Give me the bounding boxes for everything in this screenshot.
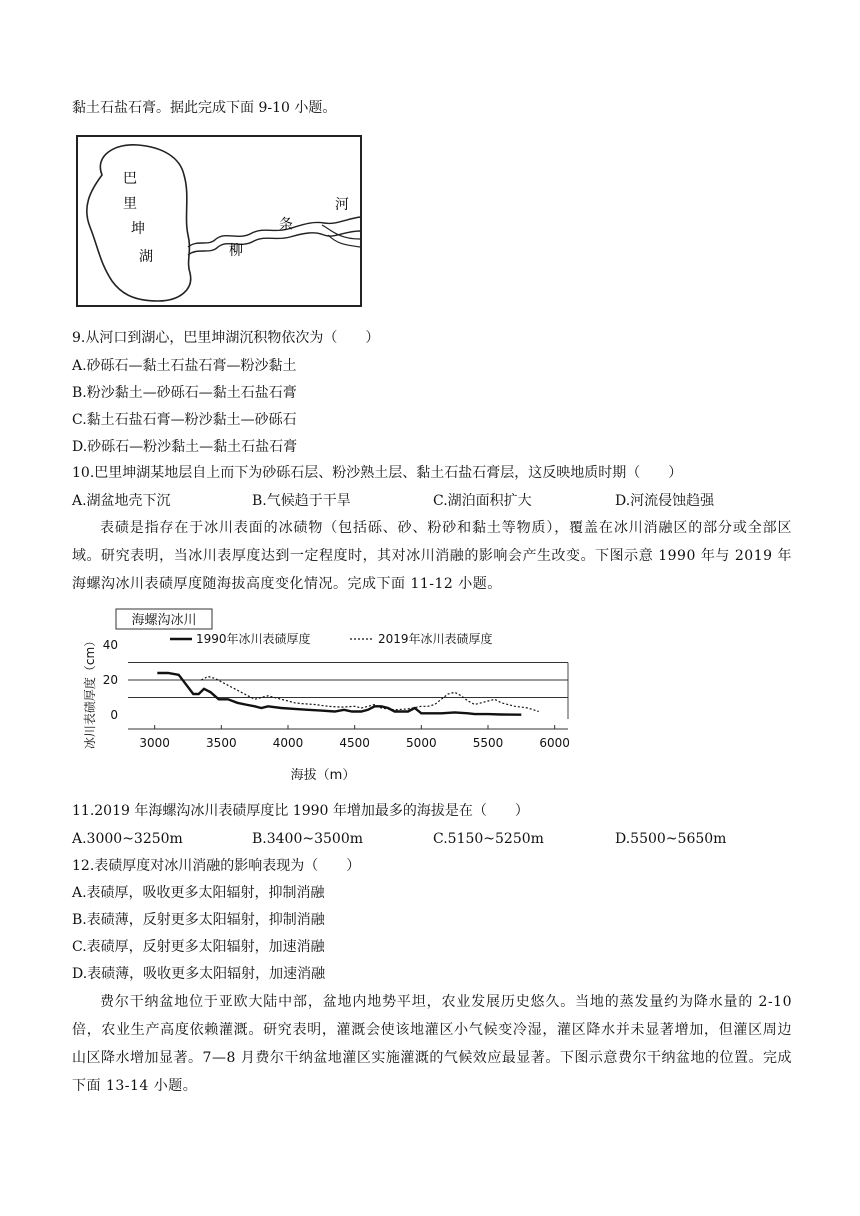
q11-option-b[interactable]: B.3400~3500m <box>252 831 364 847</box>
chart-xlabel: 海拔（m） <box>290 768 356 783</box>
q12-option-d[interactable]: D.表碛薄，吸收更多太阳辐射，加速消融 <box>72 966 326 982</box>
q11-option-a[interactable]: A.3000~3250m <box>72 831 183 847</box>
chart-xtick-label-6: 6000 <box>539 736 570 750</box>
q11-option-d[interactable]: D.5500~5650m <box>615 831 727 847</box>
lake-char-2: 里 <box>123 196 137 212</box>
chart-title: 海螺沟冰川 <box>131 613 197 628</box>
q10-option-d[interactable]: D.河流侵蚀趋强 <box>615 493 715 509</box>
q10-option-b[interactable]: B.气候趋于干旱 <box>252 493 351 509</box>
passage-moraine: 表碛是指存在于冰川表面的冰碛物（包括砾、砂、粉砂和黏土等物质），覆盖在冰川消融区的部分或全部区域。研究表明，当冰川表厚度达到一定程度时，其对冰川消融的影响会产生改变。下图示意 1990 年与 2019 年海螺沟冰川表碛厚度随海拔高度变化情况。完成下面 11-12 小题。 <box>72 520 792 592</box>
chart-xtick-label-0: 3000 <box>139 736 170 750</box>
river-char-2: 条 <box>279 217 293 233</box>
chart-xtick-label-4: 5000 <box>406 736 437 750</box>
map-frame <box>77 136 361 306</box>
q12-option-b[interactable]: B.表碛薄，反射更多太阳辐射，抑制消融 <box>72 912 325 928</box>
q11-stem: 11.2019 年海螺沟冰川表碛厚度比 1990 年增加最多的海拔是在（ ） <box>72 803 529 819</box>
lake-char-1: 巴 <box>123 171 137 187</box>
chart-ytick-label-1: 20 <box>102 673 118 687</box>
passage-intro-tail: 黏土石盐石膏。据此完成下面 9-10 小题。 <box>72 100 337 116</box>
debris-thickness-chart <box>80 605 570 790</box>
chart-xtick-label-1: 3500 <box>206 736 237 750</box>
q9-stem: 9.从河口到湖心，巴里坤湖沉积物依次为（ ） <box>72 330 380 346</box>
q9-option-d[interactable]: D.砂砾石—粉沙黏土—黏土石盐石膏 <box>72 439 298 455</box>
q12-stem: 12.表碛厚度对冰川消融的影响表现为（ ） <box>72 858 361 874</box>
chart-xtick-label-5: 5500 <box>472 736 504 750</box>
chart-legend-label-0: 1990年冰川表碛厚度 <box>196 632 311 646</box>
q10-option-c[interactable]: C.湖泊面积扩大 <box>433 493 532 509</box>
barkol-lake-map <box>76 135 362 307</box>
chart-ytick-label-0: 0 <box>110 708 118 722</box>
lake-char-3: 坤 <box>131 221 145 237</box>
q9-option-a[interactable]: A.砂砾石—黏土石盐石膏—粉沙黏土 <box>72 358 297 374</box>
chart-ylabel: 冰川表碛厚度（cm） <box>83 634 97 750</box>
q10-stem: 10.巴里坤湖某地层自上而下为砂砾石层、粉沙熟土层、黏土石盐石膏层，这反映地质时期（ ） <box>72 465 683 481</box>
chart-ytick-label-2: 40 <box>102 638 118 652</box>
chart-legend-label-1: 2019年冰川表碛厚度 <box>378 632 493 646</box>
river-char-1: 柳 <box>229 243 243 259</box>
chart-xtick-label-3: 4500 <box>339 736 370 750</box>
q12-option-a[interactable]: A.表碛厚，吸收更多太阳辐射，抑制消融 <box>72 885 325 901</box>
lake-char-4: 湖 <box>139 249 153 265</box>
q12-option-c[interactable]: C.表碛厚，反射更多太阳辐射，加速消融 <box>72 939 325 955</box>
chart-xtick-label-2: 4000 <box>272 736 304 750</box>
passage-fergana: 费尔干纳盆地位于亚欧大陆中部，盆地内地势平坦，农业发展历史悠久。当地的蒸发量约为降水量的 2-10 倍，农业生产高度依赖灌溉。研究表明，灌溉会使该地灌区小气候变冷湿，灌区降水并未显著增加，但灌区周边山区降水增加显著。7—8 月费尔干纳盆地灌区实施灌溉的气候效应最显著。下图示意费尔干纳盆地的位置。完成下面 13-14 小题。 <box>72 994 792 1094</box>
q10-option-a[interactable]: A.湖盆地壳下沉 <box>72 493 171 509</box>
chart-series-line-0 <box>157 673 521 715</box>
q9-option-c[interactable]: C.黏土石盐石膏—粉沙黏土—砂砾石 <box>72 412 297 428</box>
q11-option-c[interactable]: C.5150~5250m <box>433 831 544 847</box>
q9-option-b[interactable]: B.粉沙黏土—砂砾石—黏土石盐石膏 <box>72 385 297 401</box>
river-char-3: 河 <box>335 197 349 213</box>
